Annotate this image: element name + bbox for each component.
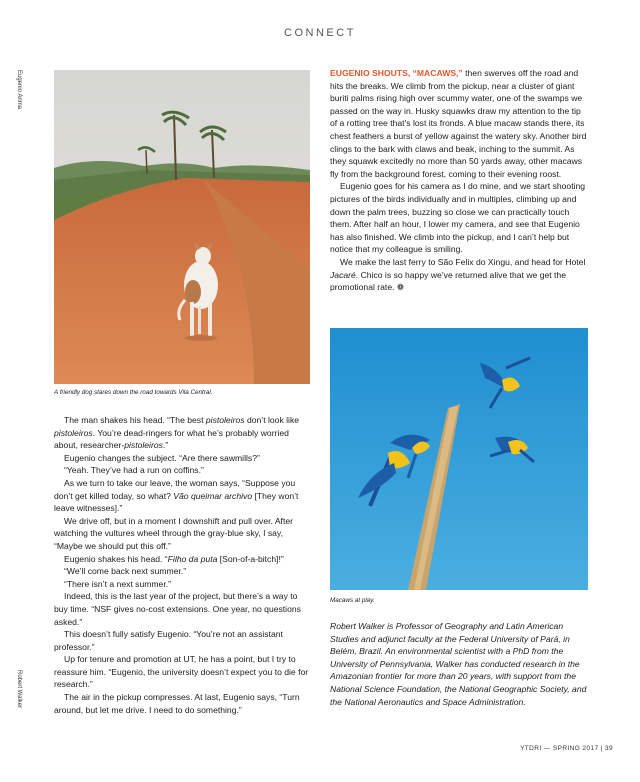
paragraph: “There isn’t a next summer.” (64, 578, 171, 589)
photo-credit-top: Eugenio Arima (16, 70, 22, 110)
macaw-photo-caption: Macaws at play. (330, 597, 375, 604)
paragraph: We make the last ferry to São Felix do Xingu, and head for Hotel Jacaré. Chico is so happy we’ve returned alive that we get the promotional rate. ❁ (330, 256, 586, 293)
paragraph: The air in the pickup compresses. At last, Eugenio says, “Turn around, but let me drive. I need to do something.” (54, 692, 300, 715)
end-mark-icon: ❁ (396, 282, 405, 293)
paragraph: Indeed, this is the last year of the project, but there’s a way to buy time. “NSF gives no-cost extensions. One year, no questions asked.” (54, 591, 301, 627)
macaws-photo (330, 328, 588, 590)
road-dog-photo (54, 70, 310, 384)
author-bio: Robert Walker is Professor of Geography and Latin American Studies and adjunct faculty at the Federal University of Pará, in Belém, Brazil. An environmental scientist with a PhD from the University of Pennsylvania, Walker has conducted research in the Amazonian frontier for more than 20 years, with support from the National Science Foundation, the National Geographic Society, and the National Aeronautics and Space Administration. (330, 621, 587, 707)
section-header: CONNECT (284, 27, 356, 39)
road-photo-caption: A friendly dog stares down the road towards Vila Central. (54, 389, 213, 396)
lead-paragraph: EUGENIO SHOUTS, “MACAWS,” then swerves off the road and hits the breaks. We climb from the pickup, near a cluster of giant buriti palms rising high over scummy water, one of the swamps we passed on the way in. Husky squawks draw my attention to the tip of a rotting tree that’s lost its fronds. A blue macaw stands there, its chest feathers a burst of yellow against the watery sky. Another bird clings to the bark with claws and beak, inching to the summit. As they squawk excitedly no more than 50 yards away, other macaws fly from the background forest, coming to their evening roost. (330, 68, 587, 179)
paragraph: Up for tenure and promotion at UT, he has a point, but I try to reassure him. “Eugenio, the university doesn’t expect you to die for research.” (54, 654, 309, 690)
paragraph: As we turn to take our leave, the woman says, “Suppose you don’t get killed today, so what? Vão queimar archivo [They won’t leave witnesses].” (54, 477, 299, 514)
paragraph: Eugenio goes for his camera as I do mine, and we start shooting pictures of the birds individually and in multiples, climbing up and down the palm trees, buzzing so close we can practically touch them. After half an hour, I lower my camera, and see that Eugenio has also finished. We climb into the pickup, and I can’t help but notice that my colleague is smiling. (330, 181, 586, 255)
page-folio: YTDRI — SPRING 2017 | 39 (520, 745, 613, 752)
paragraph: This doesn’t fully satisfy Eugenio. “You’re not an assistant professor.” (54, 629, 283, 652)
lead-in: EUGENIO SHOUTS, “MACAWS,” (330, 68, 463, 78)
paragraph: We drive off, but in a moment I downshift and pull over. After watching the vultures wheel through the gray-blue sky, I say, “Maybe we should put this off.” (54, 515, 293, 551)
author-credit-bottom: Robert Walker (16, 670, 22, 709)
left-text-column (54, 414, 312, 716)
paragraph: The man shakes his head. “The best pistoleiros don’t look like pistoleiros. You’re dead-ringers for what he’s probably worried about, researcher-pistoleiros.” (54, 415, 300, 451)
paragraph: Eugenio changes the subject. “Are there sawmills?” (64, 452, 260, 463)
paragraph: “Yeah. They’ve had a run on coffins.” (64, 465, 204, 476)
right-text-column (330, 67, 588, 294)
paragraph: “We’ll come back next summer.” (64, 566, 187, 577)
paragraph: Eugenio shakes his head. “Filho da puta [Son-of-a-bitch]!” (64, 553, 284, 564)
